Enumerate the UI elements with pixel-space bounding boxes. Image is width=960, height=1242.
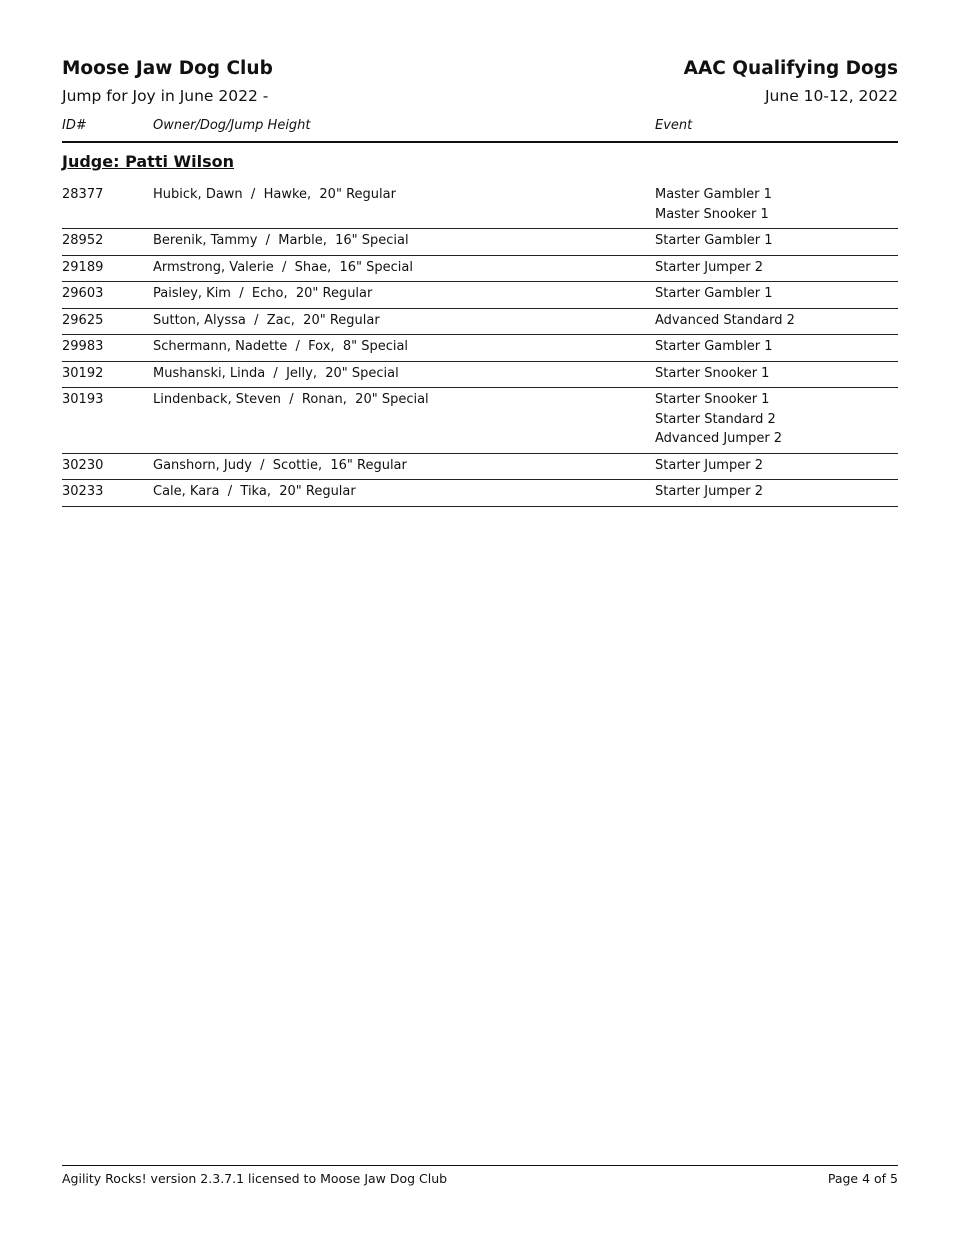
- footer-divider: [62, 1165, 898, 1166]
- column-header-event: Event: [655, 118, 693, 133]
- event-list: [655, 456, 898, 476]
- owner-dog-height: Mushanski, Linda / Jelly, 20" Special: [153, 365, 399, 381]
- software-license: Agility Rocks! version 2.3.7.1 licensed to Moose Jaw Dog Club: [62, 1171, 448, 1186]
- trial-name: Jump for Joy in June 2022 -: [62, 87, 269, 105]
- owner-dog-height: Sutton, Alyssa / Zac, 20" Regular: [153, 312, 380, 328]
- column-header-id: ID#: [62, 118, 87, 133]
- event-name: Starter Gambler 1: [655, 339, 773, 354]
- dog-id: 28952: [62, 233, 104, 248]
- dog-id: 29603: [62, 286, 104, 301]
- event-list: [655, 337, 898, 357]
- report-title: AAC Qualifying Dogs: [683, 58, 898, 79]
- club-name: Moose Jaw Dog Club: [62, 58, 273, 79]
- judge-heading: Judge: Patti Wilson: [62, 152, 235, 171]
- event-name: Starter Gambler 1: [655, 286, 773, 301]
- owner-dog-height: Armstrong, Valerie / Shae, 16" Special: [153, 259, 413, 275]
- event-list: [655, 482, 898, 502]
- dog-id: 29983: [62, 339, 104, 354]
- event-name: Master Snooker 1: [655, 206, 769, 222]
- dog-id: 28377: [62, 187, 104, 202]
- event-list: [655, 284, 898, 304]
- event-name: Starter Jumper 2: [655, 259, 763, 275]
- qualifying-dogs-table: [62, 183, 898, 507]
- event-name: Starter Snooker 1: [655, 392, 770, 407]
- dog-id: 30193: [62, 392, 104, 407]
- dog-id: 30230: [62, 457, 104, 473]
- event-name: Starter Snooker 1: [655, 365, 770, 381]
- event-name: Advanced Standard 2: [655, 312, 795, 328]
- owner-dog-height: Berenik, Tammy / Marble, 16" Special: [153, 233, 409, 248]
- event-name: Starter Jumper 2: [655, 484, 763, 499]
- report-page: [62, 0, 898, 1242]
- dog-id: 29189: [62, 259, 104, 275]
- owner-dog-height: Cale, Kara / Tika, 20" Regular: [153, 484, 356, 499]
- owner-dog-height: Paisley, Kim / Echo, 20" Regular: [153, 286, 373, 301]
- header-divider: [62, 141, 898, 143]
- trial-dates: June 10-12, 2022: [764, 87, 898, 105]
- table-row: [62, 480, 898, 507]
- event-list: [655, 390, 898, 449]
- event-name: Starter Standard 2: [655, 411, 776, 427]
- event-list: [655, 311, 898, 331]
- event-list: [655, 231, 898, 251]
- table-row: [62, 183, 898, 229]
- table-row: [62, 335, 898, 362]
- event-name: Advanced Jumper 2: [655, 431, 783, 446]
- table-row: [62, 388, 898, 454]
- owner-dog-height: Hubick, Dawn / Hawke, 20" Regular: [153, 187, 396, 202]
- event-list: [655, 258, 898, 278]
- owner-dog-height: Lindenback, Steven / Ronan, 20" Special: [153, 392, 429, 407]
- event-name: Starter Gambler 1: [655, 233, 773, 248]
- table-row: [62, 309, 898, 336]
- table-row: [62, 362, 898, 389]
- table-row: [62, 256, 898, 283]
- event-name: Master Gambler 1: [655, 187, 772, 202]
- dog-id: 30233: [62, 484, 104, 499]
- event-list: [655, 364, 898, 384]
- event-name: Starter Jumper 2: [655, 457, 763, 473]
- event-list: [655, 185, 898, 224]
- page-number: Page 4 of 5: [827, 1171, 898, 1186]
- dog-id: 29625: [62, 312, 104, 328]
- dog-id: 30192: [62, 365, 104, 381]
- table-row: [62, 282, 898, 309]
- owner-dog-height: Schermann, Nadette / Fox, 8" Special: [153, 339, 409, 354]
- owner-dog-height: Ganshorn, Judy / Scottie, 16" Regular: [153, 457, 407, 473]
- table-row: [62, 454, 898, 481]
- table-row: [62, 229, 898, 256]
- column-header-owner: Owner/Dog/Jump Height: [153, 118, 311, 133]
